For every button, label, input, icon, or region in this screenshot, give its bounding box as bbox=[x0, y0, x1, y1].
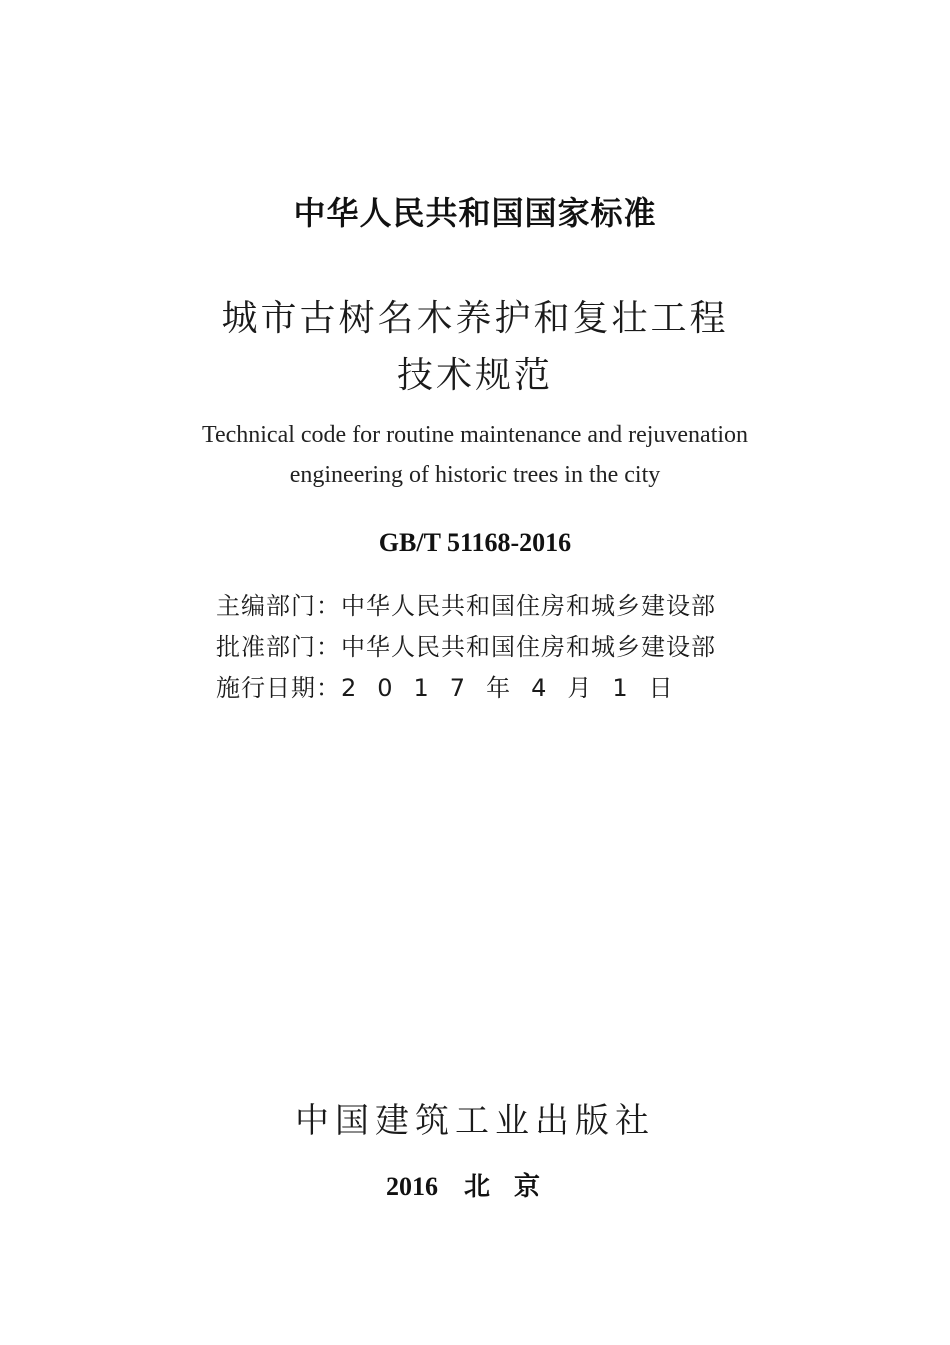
publisher-name: 中国建筑工业出版社 bbox=[295, 1101, 655, 1141]
publication-year-place bbox=[0, 1166, 950, 1203]
effective-date-value: 2017年4月1日 bbox=[341, 674, 694, 702]
approver-label: 批准部门： bbox=[216, 633, 341, 661]
standard-code: GB/T 51168-2016 bbox=[378, 528, 572, 557]
approver-value: 中华人民共和国住房和城乡建设部 bbox=[341, 633, 716, 661]
effective-date-label: 施行日期： bbox=[216, 674, 341, 702]
english-title-line-2: engineering of historic trees in the city bbox=[289, 462, 661, 488]
publication-city: 北京 bbox=[463, 1172, 564, 1202]
national-standard-heading: 中华人民共和国国家标准 bbox=[293, 194, 657, 232]
editor-row bbox=[216, 590, 816, 631]
editor-value: 中华人民共和国住房和城乡建设部 bbox=[341, 592, 716, 620]
approver-row bbox=[216, 631, 816, 672]
editor-label: 主编部门： bbox=[216, 592, 341, 620]
publication-year: 2016 bbox=[385, 1172, 438, 1201]
chinese-title-line-1: 城市古树名木养护和复壮工程 bbox=[221, 298, 729, 339]
chinese-title-line-2: 技术规范 bbox=[396, 355, 553, 396]
standard-metadata bbox=[216, 590, 816, 713]
effective-date-row bbox=[216, 672, 816, 713]
english-title-line-1: Technical code for routine maintenance and rejuvenation bbox=[201, 422, 749, 448]
